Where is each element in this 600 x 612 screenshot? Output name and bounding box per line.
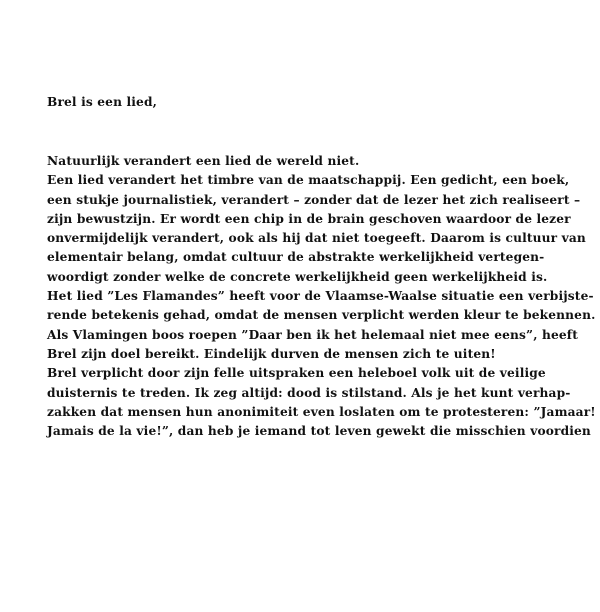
body-line: woordigt zonder welke de concrete werkelijkheid geen werkelijkheid is. (47, 269, 548, 284)
body-line: Als Vlamingen boos roepen ”Daar ben ik het helemaal niet mee eens”, heeft (47, 327, 578, 342)
body-line: onvermijdelijk verandert, ook als hij dat niet toegeeft. Daarom is cultuur van (47, 231, 586, 246)
body-line: Natuurlijk verandert een lied de wereld niet. (47, 154, 360, 168)
body-line: duisternis te treden. Ik zeg altijd: dood is stilstand. Als je het kunt verhap- (47, 385, 571, 400)
body-line: een stukje journalistiek, verandert – zonder dat de lezer het zich realiseert – (47, 192, 581, 207)
body-line: rende betekenis gehad, omdat de mensen verplicht werden kleur te bekennen. (47, 308, 596, 323)
body-line: Een lied verandert het timbre van de maatschappij. Een gedicht, een boek, (47, 173, 570, 188)
body-line: Jamais de la vie!”, dan heb je iemand tot leven gewekt die misschien voordien (47, 424, 591, 439)
body-line: elementair belang, omdat cultuur de abstrakte werkelijkheid vertegen- (47, 250, 545, 265)
body-line: zijn bewustzijn. Er wordt een chip in de brain geschoven waardoor de lezer (47, 211, 571, 226)
body-line: Het lied ”Les Flamandes” heeft voor de Vlaamse-Waalse situatie een verbijste- (47, 289, 594, 304)
body-line: Brel verplicht door zijn felle uitspraken een heleboel volk uit de veilige (47, 366, 546, 381)
body-text (47, 152, 596, 441)
body-line: Brel zijn doel bereikt. Eindelijk durven de mensen zich te uiten! (47, 346, 496, 361)
salutation: Brel is een lied, (47, 95, 158, 109)
body-line: zakken dat mensen hun anonimiteit even loslaten om te protesteren: ”Jamaar! (47, 404, 596, 419)
